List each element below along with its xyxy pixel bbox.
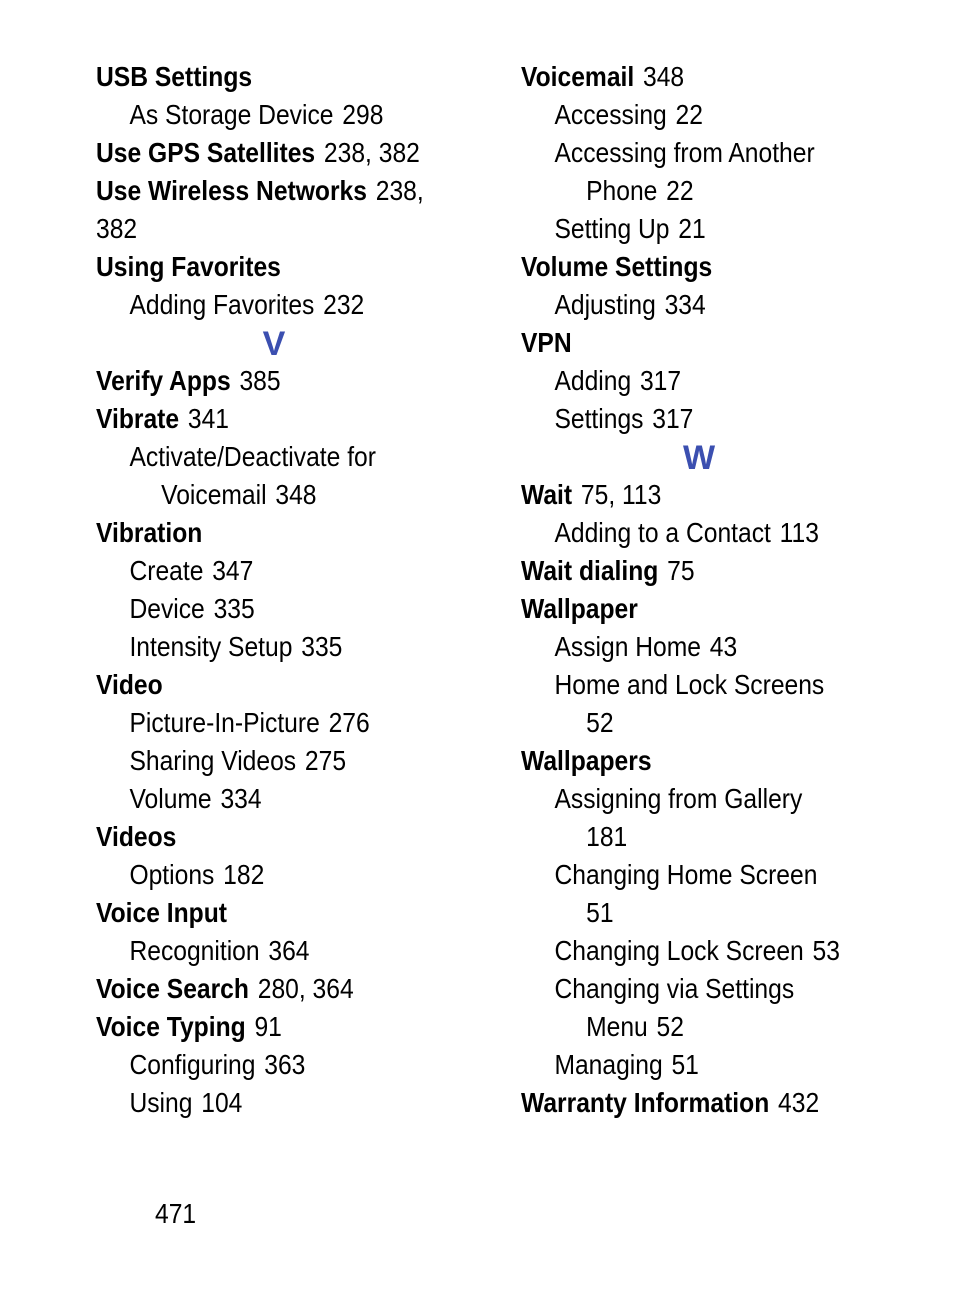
index-page-refs: 51: [586, 897, 614, 928]
index-entry: [96, 58, 466, 96]
index-term: Voice Typing: [96, 1011, 246, 1042]
index-entry: [96, 970, 466, 1008]
index-page-refs: 238, 382: [323, 137, 420, 168]
index-subentry: [96, 704, 466, 742]
index-subentry: [521, 362, 891, 400]
index-page-refs: 382: [96, 213, 138, 244]
index-subterm: Settings: [554, 403, 644, 434]
index-subterm: Adding: [554, 365, 632, 396]
index-subentry: [96, 1046, 466, 1084]
index-subterm: Home and Lock Screens: [554, 669, 825, 700]
index-subentry: [96, 742, 466, 780]
index-term: Video: [96, 669, 163, 700]
index-subentry: [96, 1084, 466, 1122]
index-subentry: [521, 134, 891, 172]
index-subentry: [96, 476, 466, 514]
index-subentry: [96, 628, 466, 666]
index-term: Wait: [521, 479, 573, 510]
index-subentry: [521, 628, 891, 666]
index-page-refs: 232: [323, 289, 365, 320]
index-entry: [521, 324, 891, 362]
index-subentry: [521, 780, 891, 818]
index-entry: [96, 248, 466, 286]
index-subterm: Managing: [554, 1049, 663, 1080]
index-subterm: Adding to a Contact: [554, 517, 771, 548]
index-subterm: Voicemail: [161, 479, 267, 510]
index-subentry: [521, 96, 891, 134]
index-subterm: Sharing Videos: [129, 745, 297, 776]
index-page-refs: 385: [239, 365, 281, 396]
index-entry: [96, 210, 466, 248]
index-entry: [96, 1008, 466, 1046]
index-subentry: [521, 1046, 891, 1084]
index-term: Wait dialing: [521, 555, 659, 586]
index-subentry: [96, 286, 466, 324]
index-term: Using Favorites: [96, 251, 281, 282]
index-subterm: Options: [129, 859, 215, 890]
index-subterm: Setting Up: [554, 213, 670, 244]
index-page-refs: 341: [187, 403, 230, 434]
index-subentry: [521, 970, 891, 1008]
index-subterm: Device: [129, 593, 205, 624]
index-subterm: Picture-In-Picture: [129, 707, 320, 738]
index-letter-heading: V: [262, 325, 286, 363]
index-subentry: [521, 704, 891, 742]
index-subentry: [521, 932, 891, 970]
index-term: Use GPS Satellites: [96, 137, 316, 168]
index-column-right: [521, 58, 941, 1122]
index-subentry: [96, 96, 466, 134]
index-term: VPN: [521, 327, 572, 358]
index-page-refs: 317: [652, 403, 694, 434]
index-subterm: Changing via Settings: [554, 973, 795, 1004]
index-term: Voice Input: [96, 897, 227, 928]
index-entry: [521, 1084, 891, 1122]
index-subentry: [521, 1008, 891, 1046]
index-page-refs: 238,: [375, 175, 424, 206]
index-page-refs: 298: [342, 99, 384, 130]
index-subterm: Volume: [129, 783, 212, 814]
index-page-refs: 104: [201, 1087, 243, 1118]
index-term: USB Settings: [96, 61, 253, 92]
index-subterm: Assign Home: [554, 631, 701, 662]
index-page-refs: 53: [812, 935, 840, 966]
index-page-refs: 75, 113: [580, 479, 662, 510]
index-entry: [96, 400, 466, 438]
index-page-refs: 334: [220, 783, 262, 814]
index-term: Warranty Information: [521, 1087, 770, 1118]
index-subterm: Configuring: [129, 1049, 256, 1080]
index-term: Verify Apps: [96, 365, 231, 396]
index-page-refs: 182: [223, 859, 265, 890]
index-page-refs: 52: [656, 1011, 684, 1042]
index-subterm: Assigning from Gallery: [554, 783, 803, 814]
index-entry: [96, 894, 466, 932]
index-subentry: [521, 666, 891, 704]
index-entry: [96, 134, 466, 172]
index-term: Use Wireless Networks: [96, 175, 367, 206]
index-subterm: Adding Favorites: [129, 289, 315, 320]
index-term: Voicemail: [521, 61, 635, 92]
index-subentry: [96, 552, 466, 590]
index-entry: [96, 818, 466, 856]
index-subentry: [96, 856, 466, 894]
index-subentry: [521, 818, 891, 856]
index-page-refs: 43: [709, 631, 738, 662]
index-page-refs: 275: [304, 745, 347, 776]
index-page-refs: 91: [254, 1011, 282, 1042]
index-entry: [96, 362, 466, 400]
index-subentry: [521, 286, 891, 324]
index-subterm: Create: [129, 555, 204, 586]
index-subterm: Using: [129, 1087, 193, 1118]
index-page-refs: 21: [678, 213, 706, 244]
index-entry: [96, 172, 466, 210]
index-page-refs: 317: [639, 365, 682, 396]
index-entry: [521, 476, 891, 514]
index-subterm: Recognition: [129, 935, 260, 966]
index-term: Voice Search: [96, 973, 249, 1004]
page-number: 471: [155, 1198, 197, 1229]
index-page-refs: 348: [643, 61, 685, 92]
index-subterm: As Storage Device: [129, 99, 334, 130]
index-term: Volume Settings: [521, 251, 713, 282]
index-term: Vibration: [96, 517, 203, 548]
index-page-refs: 51: [671, 1049, 699, 1080]
index-subentry: [521, 172, 891, 210]
index-entry: [96, 666, 466, 704]
index-page-refs: 432: [778, 1087, 820, 1118]
index-page-refs: 52: [586, 707, 614, 738]
index-subentry: [96, 932, 466, 970]
index-page-refs: 334: [664, 289, 706, 320]
index-subterm: Activate/Deactivate for: [129, 441, 376, 472]
index-page-refs: 347: [212, 555, 254, 586]
index-letter-heading: W: [682, 439, 716, 477]
index-subentry: [96, 438, 466, 476]
index-page-refs: 22: [675, 99, 703, 130]
index-subentry: [96, 780, 466, 818]
index-page-refs: 280, 364: [257, 973, 354, 1004]
index-entry: [96, 514, 466, 552]
index-subentry: [521, 894, 891, 932]
index-entry: [521, 552, 891, 590]
index-term: Wallpapers: [521, 745, 652, 776]
index-page-refs: 364: [268, 935, 310, 966]
index-subentry: [521, 856, 891, 894]
index-entry: [521, 742, 891, 780]
index-term: Videos: [96, 821, 177, 852]
index-subentry: [96, 590, 466, 628]
index-page-refs: 335: [301, 631, 343, 662]
index-subentry: [521, 210, 891, 248]
index-page-refs: 181: [586, 821, 628, 852]
index-subterm: Accessing from Another: [554, 137, 815, 168]
index-page-refs: 363: [264, 1049, 306, 1080]
index-subentry: [521, 514, 891, 552]
index-subentry: [521, 400, 891, 438]
index-entry: [521, 248, 891, 286]
index-subterm: Intensity Setup: [129, 631, 293, 662]
index-subterm: Menu: [586, 1011, 648, 1042]
index-page-refs: 22: [666, 175, 694, 206]
index-subterm: Adjusting: [554, 289, 656, 320]
index-subterm: Phone: [586, 175, 658, 206]
index-subterm: Accessing: [554, 99, 667, 130]
index-column-left: [96, 58, 516, 1122]
index-page-refs: 75: [667, 555, 695, 586]
index-subterm: Changing Lock Screen: [554, 935, 804, 966]
index-entry: [521, 58, 891, 96]
index-term: Vibrate: [96, 403, 180, 434]
index-page-refs: 348: [275, 479, 317, 510]
index-subterm: Changing Home Screen: [554, 859, 818, 890]
index-page-refs: 335: [213, 593, 255, 624]
index-term: Wallpaper: [521, 593, 638, 624]
index-page-refs: 276: [328, 707, 370, 738]
index-entry: [521, 590, 891, 628]
index-page-refs: 113: [779, 517, 819, 548]
